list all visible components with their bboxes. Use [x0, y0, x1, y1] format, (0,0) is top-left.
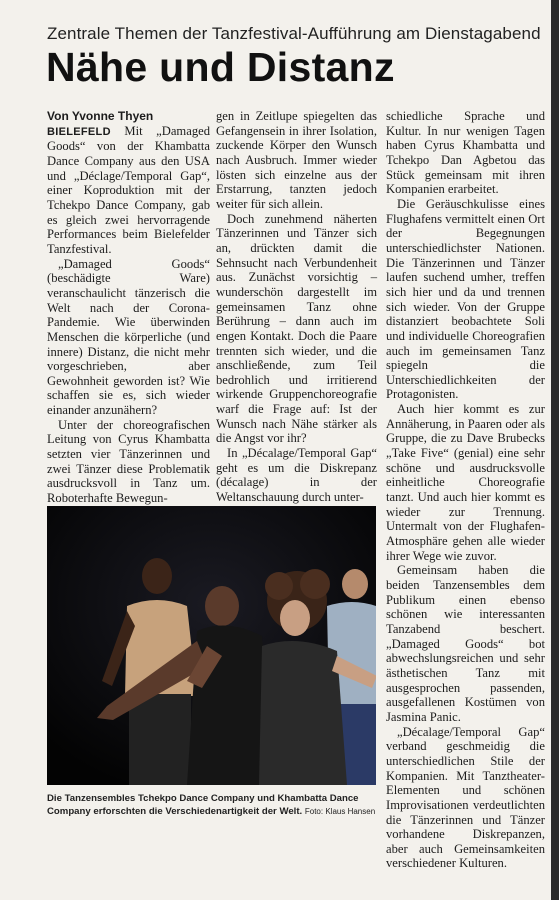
- column-1: [47, 109, 210, 506]
- photo-credit: Foto: Klaus Hansen: [304, 807, 376, 816]
- byline: Von Yvonne Thyen: [47, 109, 154, 123]
- paragraph-text: Mit „Damaged Goods“ von der Khambatta Dance Company aus den USA und „Déclage/Temporal Gap“, einer Koproduktion mit der Tchekpo Dance Company, gab es gleich zwei hervorragende Performances beim Bielefelder Tanzfestival.: [47, 123, 210, 256]
- dance-photo: [47, 506, 376, 785]
- dancers-illustration: [47, 506, 376, 785]
- page-edge: [551, 0, 559, 900]
- paragraph: „Damaged Goods“ (beschädigte Ware) veranschaulicht tänzerisch die Welt nach der Corona-Pandemie. Wie überwinden Menschen die körperliche (und innere) Distanz, die nicht mehr vorgeschrieben, aber Gewohnheit geworden ist? Wie schaffen sie es, sich wieder einander anzunähern?: [47, 256, 210, 418]
- column-2: [216, 109, 377, 505]
- paragraph: Die Geräuschkulisse eines Flughafens vermittelt einen Ort der Begegnungen unterschiedlichster Nationen. Die Tänzerinnen und Tänzer laufen suchend umher, treffen sich hier und da und trennen sich wieder. Von der Gruppe distanziert beobachtete Soli und individuelle Choreografien auch im gemeinsamen Tanz spiegeln die Unterschiedlichkeiten der Protagonisten.: [386, 196, 545, 402]
- photo-caption: [47, 792, 379, 818]
- article-headline: Nähe und Distanz: [46, 44, 395, 90]
- paragraph: In „Décalage/Temporal Gap“ geht es um die Diskrepanz (décalage) in der Weltanschauung durch unter-: [216, 446, 377, 505]
- paragraph: „Décalage/Temporal Gap“ verband geschmeidig die unterschiedlichen Stile der Kompanien. Mit Tanztheater-Elementen und schönen Improvisationen verdeutlichten die Tänzerinnen und Tänzer vorhandene Diskrepanzen, aber auch Gemeinsamkeiten verschiedener Kulturen.: [386, 724, 545, 871]
- dateline: BIELEFELD: [47, 125, 111, 138]
- paragraph: gen in Zeitlupe spiegelten das Gefangensein in ihrer Isolation, zuckende Körper den Wunsch nach Ausbruch. Immer wieder lösten sich einzelne aus der Erstarrung, tanzten jedoch weiter für sich allein.: [216, 109, 377, 211]
- paragraph: Gemeinsam haben die beiden Tanzensembles dem Publikum einen ebenso schönen wie interessanten Tanzabend beschert. „Damaged Goods“ bot abwechslungsreichen und sehr ästhetischen Tanz mit ausgesprochen passenden, ausgefallenen Kostümen von Jasmina Panic.: [386, 563, 545, 724]
- paragraph: schiedliche Sprache und Kultur. In nur wenigen Tagen haben Cyrus Khambatta und Tchekpo Dan Agbetou das Stück gemeinsam mit ihren Kompanien erarbeitet.: [386, 109, 545, 197]
- column-3: [386, 109, 545, 871]
- caption-text: Die Tanzensembles Tchekpo Dance Company und Khambatta Dance Company erforschten die Verschiedenartigkeit der Welt.: [47, 793, 359, 817]
- paragraph: Unter der choreografischen Leitung von Cyrus Khambatta setzten vier Tänzerinnen und zwei Tänzer diese Problematik ausdrucksvoll in Tanz um. Roboterhafte Bewegun-: [47, 417, 210, 506]
- article-kicker: Zentrale Themen der Tanzfestival-Aufführung am Dienstagabend: [47, 24, 541, 43]
- paragraph: Auch hier kommt es zur Annäherung, in Paaren oder als Gruppe, die zu Dave Brubecks „Take Five“ (genial) eine sehr schöne und ausdrucksvolle einheitliche Choreografie tanzt. Und auch hier kommt es wieder zur Trennung. Untermalt von der Flughafen-Atmosphäre gehen alle wieder ihrer Wege wie zuvor.: [386, 402, 545, 563]
- paragraph: Doch zunehmend näherten Tänzerinnen und Tänzer sich an, drückten damit die Sehnsucht nach Verbundenheit aus. Zunächst vorsichtig – wunderschön dargestellt im gemeinsamen Tanz ohne Berührung – dann auch im engen Kontakt. Doch die Paare trennten sich wieder, und die anschließende, zum Teil bedrohlich und irritierend wirkende Gruppenchoreografie warf die Frage auf: Ist der Wunsch nach Nähe stärker als die Angst vor ihr?: [216, 211, 377, 446]
- paragraph: [47, 124, 210, 257]
